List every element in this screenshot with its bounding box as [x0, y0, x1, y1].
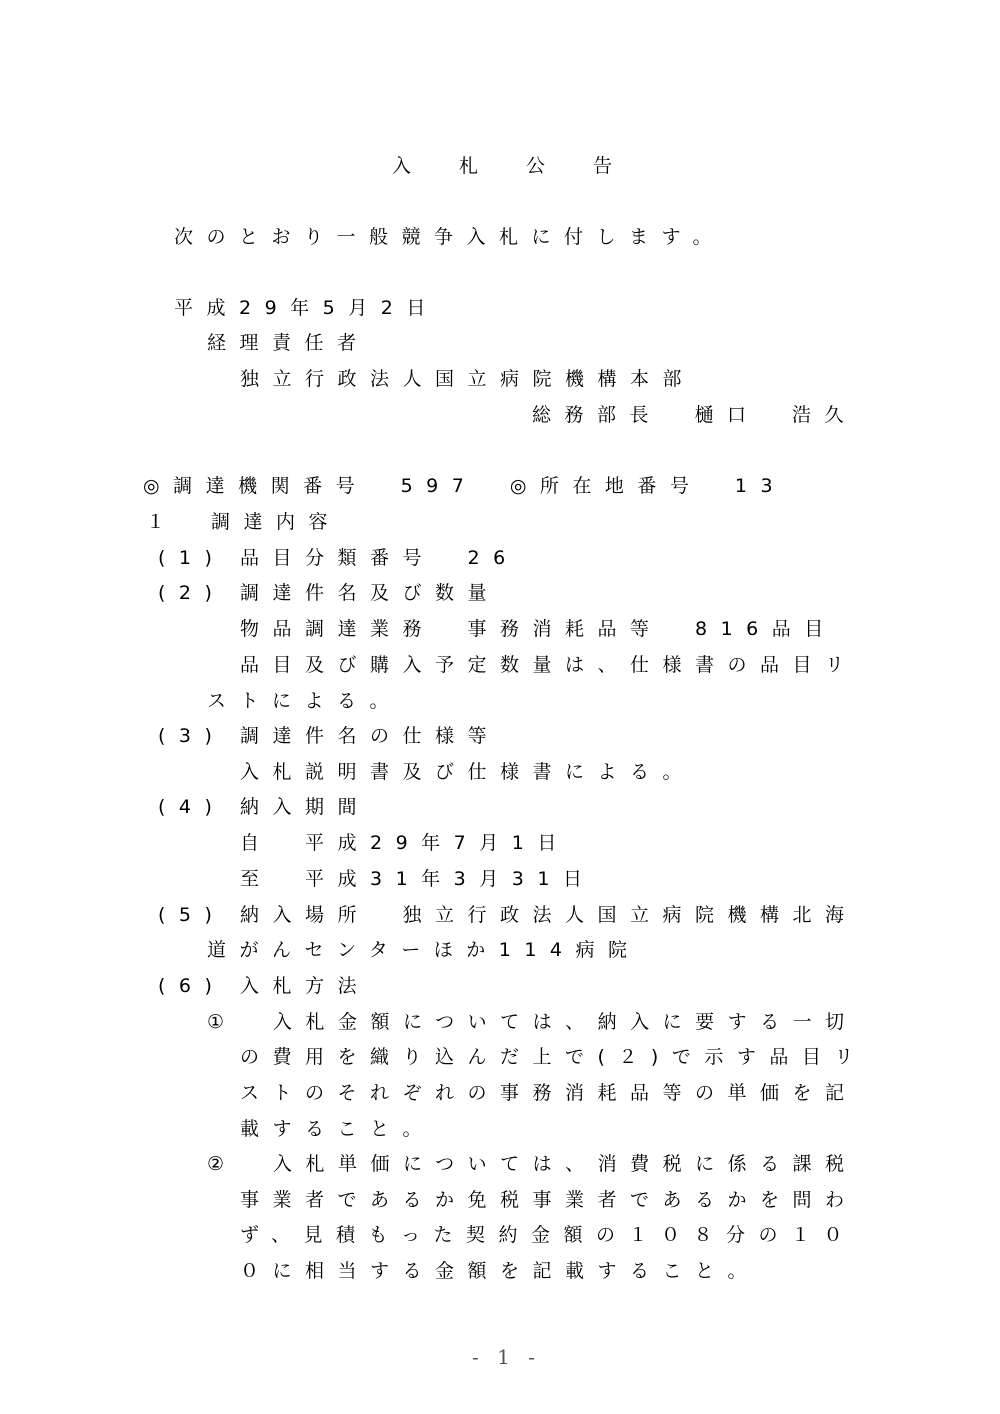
- subitem-line: 載すること。: [240, 1118, 436, 1140]
- item-text: 納入期間: [240, 796, 371, 818]
- subitem-mark: ①: [207, 1011, 238, 1033]
- subitem-mark: ②: [207, 1153, 238, 1175]
- section-heading: １ 調達内容: [146, 511, 342, 533]
- delivery-period-to: 至 平成31年3月31日: [240, 868, 596, 890]
- item-line: 道がんセンターほか114病院: [207, 939, 641, 961]
- subitem-line: の費用を織り込んだ上で(２)で示す品目リ: [240, 1046, 867, 1068]
- subitem-line: ず、見積もった契約金額の１０８分の１０: [240, 1224, 856, 1246]
- item-line: 物品調達業務 事務消耗品等 816品目: [240, 618, 837, 640]
- subitem-line: ０に相当する金額を記載すること。: [240, 1260, 761, 1282]
- signatory: 総務部長 樋口 浩久: [532, 404, 858, 426]
- delivery-period-from: 自 平成29年7月1日: [240, 832, 570, 854]
- item-label: (4): [158, 796, 226, 818]
- item-line: ストによる。: [207, 690, 403, 712]
- notice-date: 平成29年5月2日: [174, 297, 439, 319]
- subitem-line: 事業者であるか免税事業者であるかを問わ: [240, 1189, 858, 1211]
- item-line: 入札説明書及び仕様書による。: [240, 761, 696, 783]
- item-label: (2): [158, 582, 226, 604]
- item-label: (6): [158, 975, 226, 997]
- intro-text: 次のとおり一般競争入札に付します。: [174, 226, 725, 248]
- item-line: 品目及び購入予定数量は、仕様書の品目リ: [240, 654, 858, 676]
- procurement-codes: ◎調達機関番号 597 ◎所在地番号 13: [143, 475, 787, 497]
- item-text: 調達件名及び数量: [240, 582, 501, 604]
- subitem-line: 入札単価については、消費税に係る課税: [273, 1153, 858, 1175]
- item-text: 納入場所 独立行政法人国立病院機構北海: [240, 904, 858, 926]
- item-label: (3): [158, 725, 226, 747]
- item-text: 入札方法: [240, 975, 371, 997]
- item-label: (5): [158, 904, 226, 926]
- document-title: 入札公告: [392, 155, 661, 177]
- subitem-line: 入札金額については、納入に要する一切: [273, 1011, 858, 1033]
- item-text: 品目分類番号 26: [240, 547, 519, 569]
- page-number: - 1 -: [472, 1345, 541, 1369]
- item-text: 調達件名の仕様等: [240, 725, 501, 747]
- subitem-line: ストのそれぞれの事務消耗品等の単価を記: [240, 1082, 858, 1104]
- officer-title: 経理責任者: [207, 332, 370, 354]
- organization-name: 独立行政法人国立病院機構本部: [240, 368, 696, 390]
- item-label: (1): [158, 547, 226, 569]
